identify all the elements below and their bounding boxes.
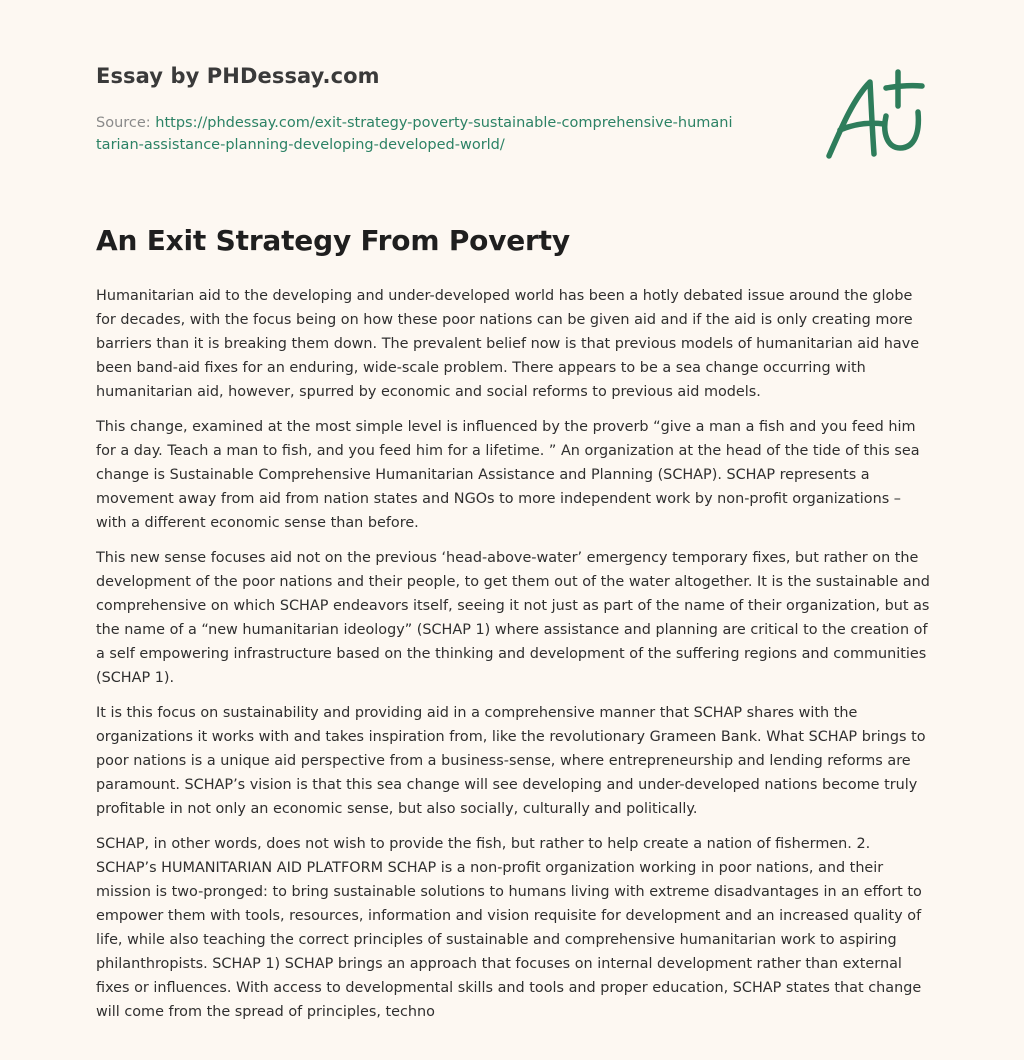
grade-a-plus-icon [824,64,930,170]
source-label: Source: [96,115,151,131]
source-line [96,112,736,156]
essay-title: An Exit Strategy From Poverty [96,224,570,257]
page-header [96,0,930,200]
essay-paragraph: This new sense focuses aid not on the previous ‘head-above-water’ emergency temporary fixes, but rather on the development of the poor nations and their people, to get them out of the water altogether. It is the sustainable and comprehensive on which SCHAP endeavors itself, seeing it not just as part of the name of their organization, but as the name of a “new humanitarian ideology” (SCHAP 1) where assistance and planning are critical to the creation of a self empowering infrastructure based on the thinking and development of the suffering regions and communities (SCHAP 1). [96,550,930,686]
essay-paragraph: SCHAP, in other words, does not wish to provide the fish, but rather to help create a nation of fishermen. 2. SCHAP’s HUMANITARIAN AID PLATFORM SCHAP is a non-profit organization working in poor nations, and their mission is two-pronged: to bring sustainable solutions to humans living with extreme disadvantages in an effort to empower them with tools, resources, information and vision requisite for development and an increased quality of life, while also teaching the correct principles of sustainable and comprehensive humanitarian work to aspiring philanthropists. SCHAP 1) SCHAP brings an approach that focuses on internal development rather than external fixes or influences. With access to developmental skills and tools and proper education, SCHAP states that change will come from the spread of principles, techno [96,836,922,1020]
essay-body [96,284,930,1060]
essay-paragraph: Humanitarian aid to the developing and under-developed world has been a hotly debated issue around the globe for decades, with the focus being on how these poor nations can be given aid and if the aid is only creating more barriers than it is breaking them down. The prevalent belief now is that previous models of humanitarian aid have been band-aid fixes for an enduring, wide-scale problem. There appears to be a sea change occurring with humanitarian aid, however, spurred by economic and social reforms to previous aid models. [96,288,920,400]
essay-paragraph: It is this focus on sustainability and providing aid in a comprehensive manner that SCHAP shares with the organizations it works with and takes inspiration from, like the revolutionary Grameen Bank. What SCHAP brings to poor nations is a unique aid perspective from a business-sense, where entrepreneurship and lending reforms are paramount. SCHAP’s vision is that this sea change will see developing and under-developed nations become truly profitable in not only an economic sense, but also socially, culturally and politically. [96,705,926,817]
essay-page [96,0,930,1060]
essay-paragraph: This change, examined at the most simple level is influenced by the proverb “give a man a fish and you feed him for a day. Teach a man to fish, and you feed him for a lifetime. ” An organization at the head of the tide of this sea change is Sustainable Comprehensive Humanitarian Assistance and Planning (SCHAP). SCHAP represents a movement away from aid from nation states and NGOs to more independent work by non-profit organizations – with a different economic sense than before. [96,419,920,531]
site-brand: Essay by PHDessay.com [96,64,380,88]
source-link[interactable]: https://phdessay.com/exit-strategy-poverty-sustainable-comprehensive-humanitarian-assistance-planning-developing-developed-world/ [96,115,733,153]
